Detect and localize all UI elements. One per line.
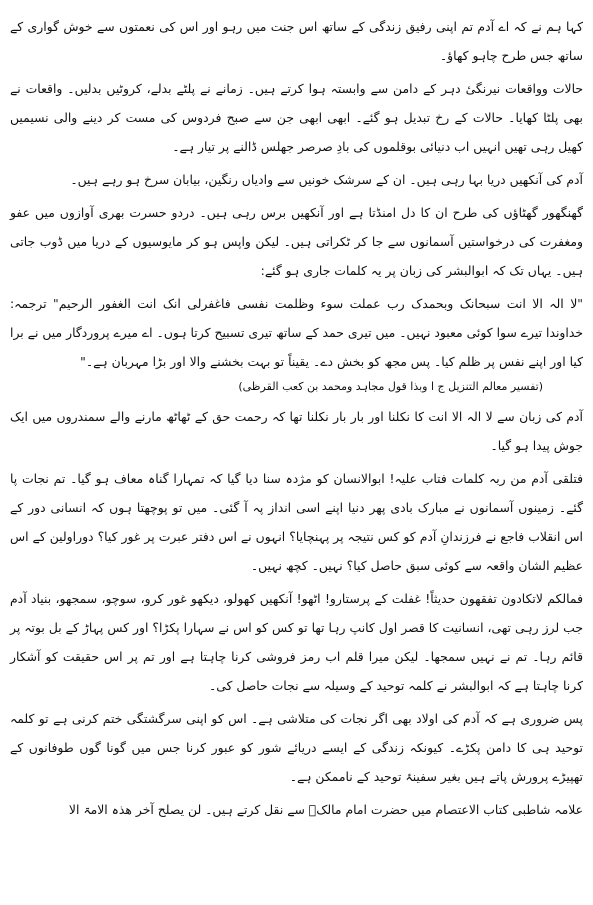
paragraph-8: پس ضروری ہے کہ آدم کی اولاد بھی اگر نجات کی متلاشی ہے۔ اس کو اپنی سرگشتگی ختم کرنی ہے تو کلمہ توحید ہی کا دامن پکڑے۔ کیونکہ زندگی کے ایسے دریائے شور کو عبور کرنا جس میں گونا گوں طوفانوں کے تھپیڑے پرورش پاتے ہیں بغیر سفینۂ توحید کے ناممکن ہے۔ — [10, 711, 583, 784]
prayer-translation: ترجمہ: خداوندا تیرے سوا کوئی معبود نہیں۔ میں تیری حمد کے ساتھ تیری تسبیح کرتا ہوں۔ اے میرے پروردگار میں نے برا کیا اور اپنے نفس پر ظلم کیا۔ پس مجھ کو بخش دے۔ یقیناً تو بہت بخشنے والا اور بڑا مہربان ہے۔" — [10, 296, 583, 369]
paragraph-5: آدم کی زبان سے لا الہ الا انت کا نکلنا اور بار بار نکلنا تھا کہ رحمت حق کے ٹھاٹھ مارنے والے سمندروں میں ایک جوش پیدا ہو گیا۔ — [10, 409, 583, 453]
paragraph-4: گھنگھور گھٹاؤں کی طرح ان کا دل امنڈتا ہے اور آنکھیں برس رہی ہیں۔ دردو حسرت بھری آوازوں میں عفو ومغفرت کی درخواستیں آسمانوں سے جا کر ٹکراتی ہیں۔ لیکن واپس ہو کر مایوسیوں کے دریا میں ڈوب جاتی ہیں۔ یہاں تک کہ ابوالبشر کی زبان پر یہ کلمات جاری ہو گئے: — [10, 205, 583, 278]
paragraph-3: آدم کی آنکھیں دریا بہا رہی ہیں۔ ان کے سرشک خونیں سے وادیاں رنگین، بیابان سرخ ہو رہے ہیں۔ — [70, 172, 583, 187]
paragraph-9: علامہ شاطبی کتاب الاعتصام میں حضرت امام مالکؒ سے نقل کرتے ہیں۔ لن یصلح آخر ھذہ الامۃ الا — [68, 802, 583, 817]
paragraph-7: فمالکم لاتکادون تفقھون حدیثاً! غفلت کے پرستارو! اٹھو! آنکھیں کھولو، دیکھو غور کرو، سوچو، سمجھو، بنیاد آدم جب لرز رہی تھی، انسانیت کا قصر اول کانپ رہا تھا تو کس کو اس نے سہارا پکڑا؟ اور کس پہاڑ کے بل بوتہ پر قائم رہا۔ تم نے نہیں سمجھا۔ لیکن میرا قلم اب رمز فروشی کرنا چاہتا ہے اور تم پر اس حقیقت کو آشکار کرنا چاہتا ہے کہ ابوالبشر نے کلمہ توحید کے وسیلہ سے نجات حاصل کی۔ — [10, 591, 583, 693]
arabic-prayer: "لا الہ الا انت سبحانک وبحمدک رب عملت سوء وظلمت نفسی فاغفرلی انک انت الغفور الرحیم" — [53, 296, 583, 311]
prayer-quote — [10, 289, 583, 398]
paragraph-2: حالات وواقعات نیرنگیٔ دہر کے دامن سے وابستہ ہوا کرتے ہیں۔ زمانے نے پلٹے بدلے، کروٹیں بدلیں۔ واقعات نے بھی پلٹا کھایا۔ حالات کے رخ تبدیل ہو گئے۔ ابھی ابھی جن سے صبح فردوس کی مست کر دینے والی نسیمیں کھیل رہی تھیں انہیں اب دنیائی بوقلموں کی بادِ صرصر جھلس ڈالنے پر تیار ہے۔ — [10, 81, 583, 154]
citation: (تفسیر معالم التنزیل ج ا وبذا قول مجاہد ومحمد بن کعب القرظی) — [238, 380, 543, 393]
paragraph-6: فتلقی آدم من ربہ کلمات فتاب علیہ! ابوالانسان کو مژدہ سنا دیا گیا کہ تمہارا گناہ معاف ہو گیا۔ تم نجات پا گئے۔ زمینوں آسمانوں نے مبارک بادی پھر دنیا اپنے اسی انداز پہ آ گئی۔ میں تو پوچھتا ہوں کہ انسانی دور کے اس انقلاب فاجع نے فرزندانِ آدم کو کس نتیجہ پر پہنچایا؟ انہوں نے اس دفتر عبرت پر غور کیا؟ دوراولین کے اس عظیم الشان واقعہ سے کوئی سبق حاصل کیا؟ نہیں۔ کچھ نہیں۔ — [10, 471, 583, 573]
paragraph-1: کہا ہم نے کہ اے آدم تم اپنی رفیق زندگی کے ساتھ اس جنت میں رہو اور اس کی نعمتوں سے خوش گواری کے ساتھ جس طرح چاہو کھاؤ۔ — [10, 19, 583, 63]
